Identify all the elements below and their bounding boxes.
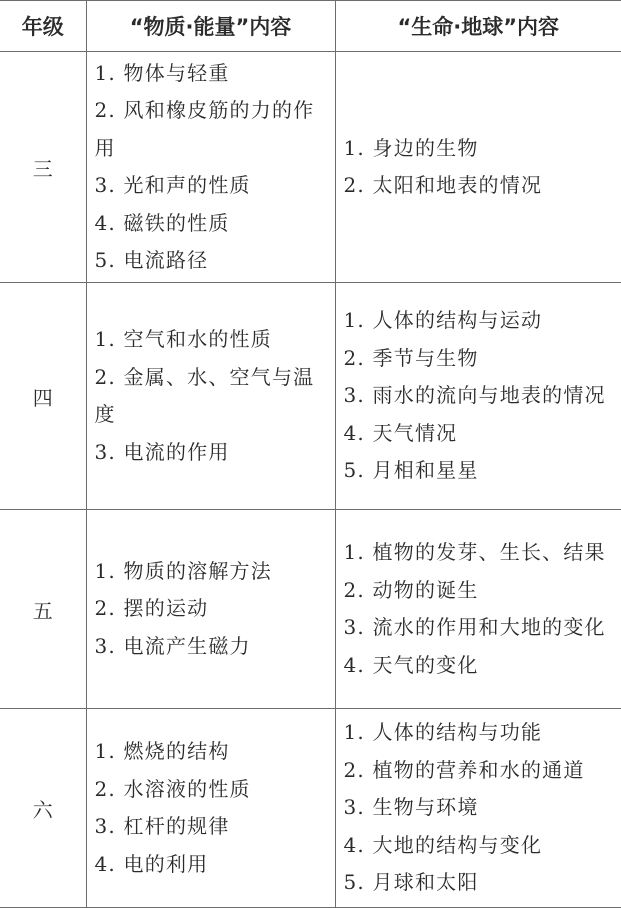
header-row — [0, 1, 621, 52]
list-item: 3. 雨水的流向与地表的情况 — [343, 383, 606, 408]
list-item: 1. 物质的溶解方法 — [94, 558, 272, 583]
grade-cell: 三 — [0, 52, 86, 283]
list-item: 2. 摆的运动 — [94, 596, 209, 621]
list-item: 2. 金属、水、空气与温度 — [94, 364, 315, 426]
life-earth-cell — [335, 52, 621, 283]
list-item: 2. 动物的诞生 — [343, 577, 479, 602]
list-item: 1. 人体的结构与运动 — [343, 308, 543, 333]
matter-energy-cell — [86, 709, 335, 908]
list-item: 5. 电流路径 — [94, 248, 209, 272]
life-earth-cell — [335, 510, 621, 709]
header-life-earth: “生命·地球”内容 — [335, 1, 621, 52]
grade-cell: 六 — [0, 709, 86, 908]
matter-energy-cell — [86, 52, 335, 283]
list-item: 1. 燃烧的结构 — [94, 739, 230, 763]
list-item: 1. 身边的生物 — [343, 135, 479, 160]
list-item: 2. 风和橡皮筋的力的作用 — [94, 98, 315, 160]
list-item: 1. 人体的结构与功能 — [343, 720, 543, 745]
list-item: 1. 物体与轻重 — [94, 60, 230, 85]
list-item: 3. 生物与环境 — [343, 795, 479, 820]
header-matter-energy: “物质·能量”内容 — [86, 1, 335, 52]
list-item: 1. 植物的发芽、生长、结果 — [343, 540, 606, 564]
list-item: 3. 电流的作用 — [94, 439, 230, 464]
table-row — [0, 510, 621, 709]
list-item: 4. 大地的结构与变化 — [343, 832, 543, 857]
life-earth-cell — [335, 709, 621, 908]
table-row — [0, 52, 621, 283]
list-item: 4. 天气情况 — [343, 420, 458, 445]
list-item: 3. 光和声的性质 — [94, 173, 251, 197]
list-item: 5. 月球和太阳 — [343, 870, 479, 895]
list-item: 3. 电流产生磁力 — [94, 633, 251, 658]
grade-cell: 五 — [0, 510, 86, 709]
list-item: 3. 流水的作用和大地的变化 — [343, 615, 606, 639]
matter-energy-cell — [86, 510, 335, 709]
list-item: 4. 天气的变化 — [343, 652, 479, 677]
list-item: 4. 电的利用 — [94, 851, 209, 876]
life-earth-cell — [335, 283, 621, 510]
list-item: 5. 月相和星星 — [343, 458, 479, 483]
list-item: 4. 磁铁的性质 — [94, 210, 230, 235]
list-item: 3. 杠杆的规律 — [94, 814, 230, 838]
grade-cell: 四 — [0, 283, 86, 510]
list-item: 2. 水溶液的性质 — [94, 776, 251, 801]
list-item: 1. 空气和水的性质 — [94, 327, 272, 351]
list-item: 2. 植物的营养和水的通道 — [343, 757, 585, 782]
matter-energy-cell — [86, 283, 335, 510]
table-row — [0, 283, 621, 510]
table-row — [0, 709, 621, 908]
list-item: 2. 太阳和地表的情况 — [343, 173, 543, 197]
list-item: 2. 季节与生物 — [343, 345, 479, 370]
header-grade: 年级 — [0, 1, 86, 52]
